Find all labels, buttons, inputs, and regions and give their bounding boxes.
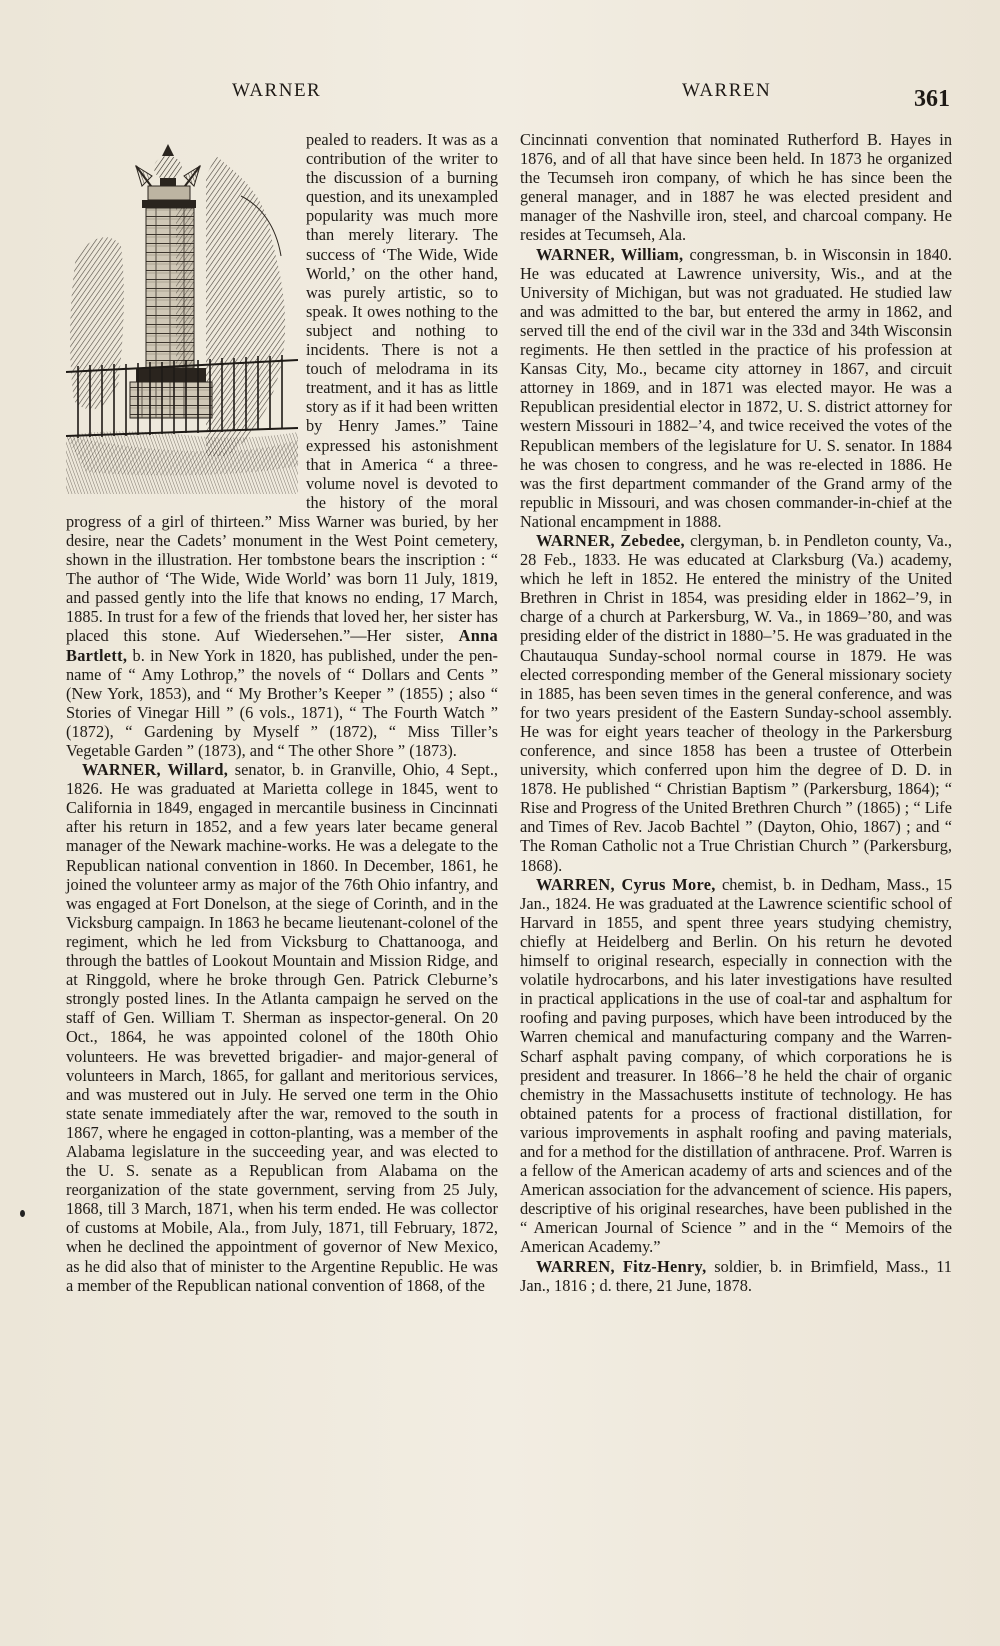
willard-text: senator, b. in Granville, Ohio, 4 Sept., 1826. He was graduated at Marietta college in 1845, went to California in 1849, engaged in mercantile business in Cincinnati after his return in 1852, and a few years later became general manager of the Newark machine-works. He was a delegate to the Republican national convention in 1860. In December, 1861, he joined the volunteer army as major of the 76th Ohio infantry, and was engaged at Fort Donelson, at the siege of Corinth, and in the Vicksburg campaign. In 1863 he became lieutenant-colonel of the regiment, which he led from Vicksburg to Chattanooga, and through the battles of Lookout Mountain and Mission Ridge, and at Ringgold, where he broke through Gen. Patrick Cleburne’s strongly posted lines. In the Atlanta campaign he served on the staff of Gen. William T. Sherman as inspector-general. On 20 Oct., 1864, he was appointed colonel of the 180th Ohio volunteers. He was brevetted brigadier- and major-general of volunteers in March, 1865, for gallant and meritorious services, and was mustered out in July. He served one term in the Ohio state senate immediately after the war, removed to the south in 1867, where he engaged in cotton-planting, was a member of the Alabama legislature in the succeeding year, and was elected to the U. S. senate as a Republican from Alabama on the reorganization of the state government, serving from 25 July, 1868, till 3 March, 1871, when his term ended. He was collector of customs at Mobile, Ala., from July, 1871, till February, 1872, when he declined the appointment of governor of New Mexico, as he did also that of minister to the Argentine Republic. He was a member of the Republican national convention of 1868, of the xyxy=(66,760,498,1295)
entry-willard-warner xyxy=(66,760,498,1295)
margin-mark xyxy=(20,1210,25,1217)
right-column xyxy=(520,130,952,1295)
entry-zebedee-warner xyxy=(520,531,952,875)
entry-fitz-henry-warren xyxy=(520,1257,952,1295)
headword-zebedee: WARNER, Zebedee, xyxy=(536,530,685,550)
willard-continuation: Cincinnati convention that nominated Rutherford B. Hayes in 1876, and of all that have since been held. In 1873 he organized the Tecumseh iron company, of which he has since been the general manager, and in 1887 he was elected president and manager of the Nashville iron, steel, and charcoal company. He resides at Tecumseh, Ala. xyxy=(520,130,952,245)
anna-bartlett-text: b. in New York in 1820, has published, under the pen-name of “ Amy Lothrop,” the novels of “ Dollars and Cents ” (New York, 1853), and “ My Brother’s Keeper ” (1855) ; also “ Stories of Vinegar Hill ” (6 vols., 1871), “ The Fourth Watch ” (1872), “ Gardening by Myself ” (1872), “ Miss Tiller’s Vegetable Garden ” (1873), and “ The other Shore ” (1873). xyxy=(66,645,498,760)
cyrus-text: chemist, b. in Dedham, Mass., 15 Jan., 1824. He was graduated at the Lawrence scientific school of Harvard in 1855, and spent three years studying chemistry, chiefly at Heidelberg and Berlin. On his return he devoted himself to original research, especially in connection with the volatile hydrocarbons, and his later investigations have resulted in practical applications in the use of coal-tar and asphaltum for roofing and paving purposes, which have been introduced by the Warren chemical and manufacturing company and the Warren-Scharf asphalt paving company, of which corporations he is president and treasurer. In 1866–’8 he held the chair of organic chemistry in the Massachusetts institute of technology. He has obtained patents for a process of fractional distillation, for various improvements in asphalt roofing and paving materials, and for a method for the distillation of anthracene. Prof. Warren is a fellow of the American academy of arts and sciences and of the American association for the advancement of science. His papers, descriptive of his original researches, have been published in the “ American Journal of Science ” and in the “ Memoirs of the American Academy.” xyxy=(520,874,952,1257)
fitz-henry-text: soldier, b. in Brimfield, Mass., 11 Jan., 1816 ; d. there, 21 June, 1878. xyxy=(520,1256,952,1295)
running-head-right: WARREN xyxy=(682,80,772,101)
headword-cyrus: WARREN, Cyrus More, xyxy=(536,874,716,894)
monument-engraving xyxy=(66,136,298,494)
headword-willard: WARNER, Willard, xyxy=(82,760,229,780)
running-head-left: WARNER xyxy=(232,80,322,101)
entry-cyrus-warren xyxy=(520,875,952,1257)
william-text: congressman, b. in Wisconsin in 1840. He was educated at Lawrence university, Wis., and at the University of Michigan, but was not graduated. He studied law and was admitted to the bar, but entered the army in 1862, and served till the end of the civil war in the 33d and 34th Wisconsin regiments. He then settled in the practice of his profession at Kansas City, Mo., became city attorney in 1867, and circuit attorney in 1869, and in 1871 was elected mayor. He was a Republican presidential elector in 1872, U. S. district attorney for western Missouri in 1882–’4, and twice received the votes of the Republican members of the legislature for U. S. senator. In 1884 he was chosen to congress, and he was re-elected in 1886. He was the first department commander of the Grand army of the republic in Missouri, and was chosen commander-in-chief at the National encampment in 1888. xyxy=(520,244,953,531)
headword-fitz-henry: WARREN, Fitz-Henry, xyxy=(536,1256,707,1276)
page-number: 361 xyxy=(914,86,950,112)
continued-paragraph: pealed to readers. It was as a contribution of the writer to the discussion of a burning question, and its unexampled popularity was much more than merely literary. The success of ‘The Wide, Wide World,’ on the other hand, was purely artistic, so to speak. It owes nothing to the subject and nothing to incidents. There is not a touch of melodrama in its treatment, and it has as little story as if it had been written by Henry James.” Taine expressed his astonishment that in America “ a three-volume novel is devoted to the history of the moral progress of a girl of thirteen.” Miss Warner was buried, by her desire, near the Cadets’ monument in the West Point cemetery, shown in the illustration. Her tombstone bears the inscription : “ The author of ‘The Wide, Wide World’ was born 11 July, 1819, and passed gently into the life that knows no ending, 17 March, 1885. In trust for a few of the friends that loved her, her sister has placed this stone. Auf Wiedersehen.”—Her sister, xyxy=(66,130,498,646)
entry-william-warner xyxy=(520,245,952,531)
monument-illustration xyxy=(66,136,298,494)
left-column xyxy=(66,130,498,1295)
zebedee-text: clergyman, b. in Pendleton county, Va., 28 Feb., 1833. He was educated at Clarksburg (Va.) academy, which he left in 1852. He entered the ministry of the United Brethren in Christ in 1854, was presiding elder in 1862–’9, in charge of a church at Parkersburg, W. Va., in 1869–’80, and was presiding elder of the district in 1880–’5. He was graduated in the Chautauqua Sunday-school normal course in 1879. He was elected corresponding member of the General missionary society in 1885, has been seven times in the general conference, and was for two years president of the Eastern Sunday-school assembly. He was for eight years teacher of theology in the Parkersburg conference, and since 1858 has been a trustee of Otterbein university, which conferred upon him the degree of D. D. in 1878. He published “ Christian Baptism ” (Parkersburg, 1864); “ Rise and Progress of the United Brethren Church ” (1865) ; “ Life and Times of Rev. Jacob Bachtel ” (Dayton, Ohio, 1867) ; and “ The Roman Catholic not a True Christian Church ” (Parkersburg, 1868). xyxy=(520,530,952,875)
headword-anna-bartlett: Anna Bartlett, xyxy=(66,626,498,665)
headword-william: WARNER, William, xyxy=(536,244,684,264)
